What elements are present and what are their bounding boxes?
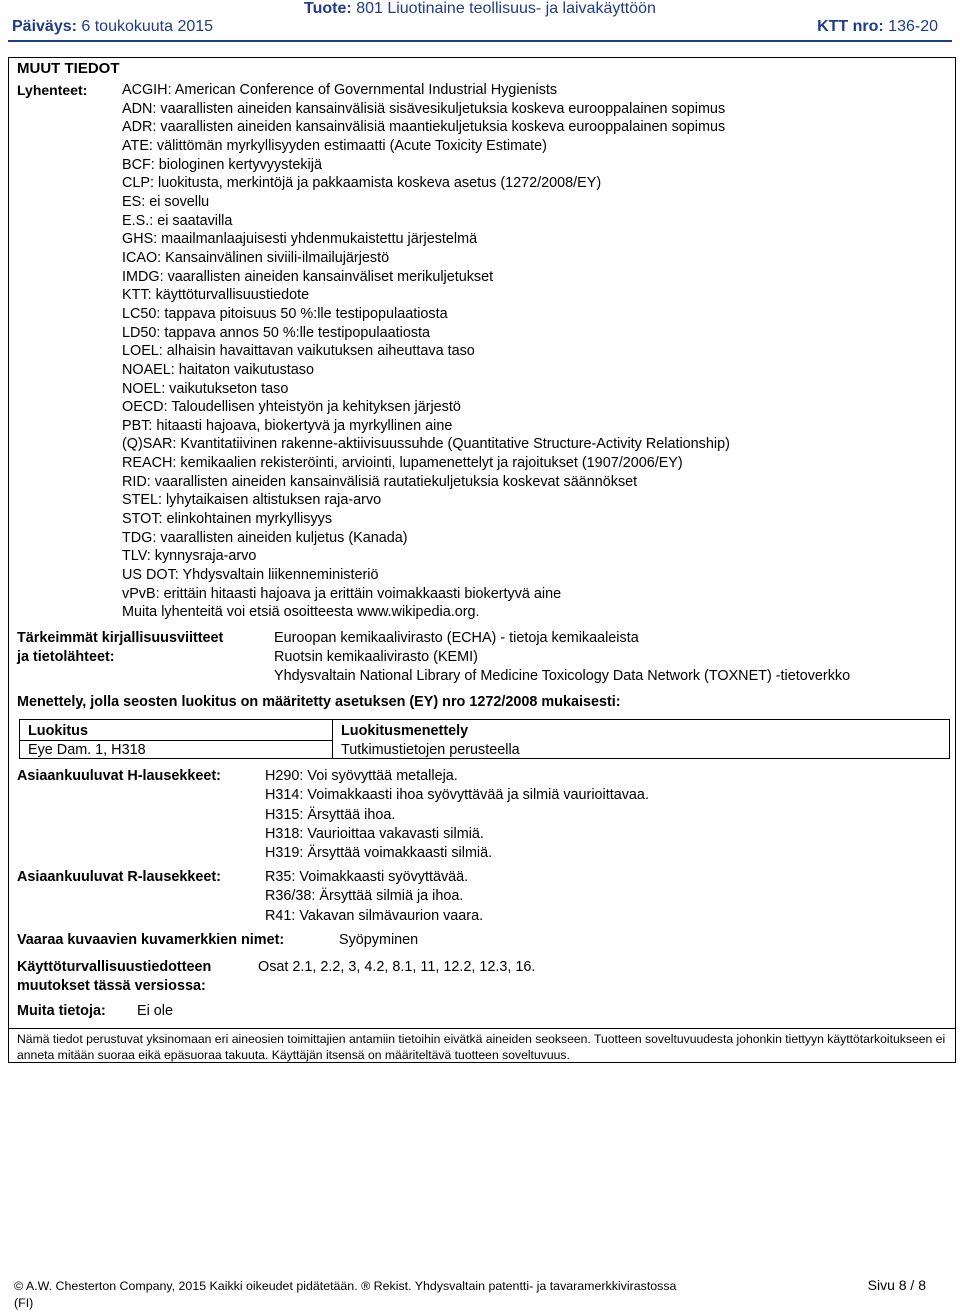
r-statements-label: Asiaankuuluvat R-lausekkeet:	[17, 869, 221, 885]
references-label-line1: Tärkeimmät kirjallisuusviitteet	[17, 630, 224, 646]
h-statement-item: H315: Ärsyttää ihoa.	[265, 806, 396, 823]
changes-label-line2: muutokset tässä versiossa:	[17, 978, 206, 994]
reference-item: Ruotsin kemikaalivirasto (KEMI)	[274, 648, 478, 665]
abbreviation-item: CLP: luokitusta, merkintöjä ja pakkaamista koskeva asetus (1272/2008/EY)	[122, 175, 602, 192]
classification-table	[19, 719, 950, 759]
product-label: Tuote:	[304, 0, 352, 17]
abbreviation-item: REACH: kemikaalien rekisteröinti, arviointi, lupamenettelyt ja rajoitukset (1907/2006/EY)	[122, 455, 683, 472]
abbreviation-item: STEL: lyhytaikaisen altistuksen raja-arvo	[122, 492, 382, 509]
abbreviation-item: NOEL: vaikutukseton taso	[122, 380, 289, 397]
abbreviation-item: KTT: käyttöturvallisuustiedote	[122, 287, 310, 304]
document-date	[12, 18, 213, 36]
pictograms-label: Vaaraa kuvaavien kuvamerkkien nimet:	[17, 932, 285, 948]
classification-value: Eye Dam. 1, H318	[28, 742, 146, 758]
abbreviation-item: US DOT: Yhdysvaltain liikenneministeriö	[122, 567, 379, 584]
header-divider	[8, 40, 952, 42]
abbreviation-item: ATE: välittömän myrkyllisyyden estimaatti (Acute Toxicity Estimate)	[122, 137, 547, 154]
other-info-value: Ei ole	[137, 1003, 173, 1019]
r-statements-list	[265, 868, 483, 926]
changes-label	[17, 958, 211, 996]
classification-header: Luokitus	[28, 723, 88, 739]
references-label-line2: ja tietolähteet:	[17, 649, 115, 665]
abbreviation-item: IMDG: vaarallisten aineiden kansainväliset merikuljetukset	[122, 268, 494, 285]
abbreviation-item: ADR: vaarallisten aineiden kansainvälisiä maantiekuljetuksia koskeva eurooppalainen sopimus	[122, 119, 726, 136]
footer-copyright	[14, 1278, 676, 1312]
abbreviation-item: PBT: hitaasti hajoava, biokertyvä ja myrkyllinen aine	[122, 417, 453, 434]
abbreviation-item: STOT: elinkohtainen myrkyllisyys	[122, 511, 333, 528]
abbreviation-item: ADN: vaarallisten aineiden kansainvälisiä sisävesikuljetuksia koskeva eurooppalainen sopimus	[122, 100, 726, 117]
product-title	[0, 0, 960, 18]
abbreviation-item: OECD: Taloudellisen yhteistyön ja kehityksen järjestö	[122, 399, 461, 416]
h-statement-item: H314: Voimakkaasti ihoa syövyttävää ja silmiä vaurioittavaa.	[265, 787, 649, 804]
disclaimer-text: Nämä tiedot perustuvat yksinomaan eri aineosien toimittajien antamiin tietoihin eivätkä aineiden seokseen. Tuotteen soveltuvuudesta johonkin tiettyyn käyttötarkoitukseen ei anneta mitään suoraa eikä epäsuoraa takuuta. Käyttäjän itsensä on määriteltävä tuotteen soveltuvuus.	[17, 1032, 946, 1062]
classification-procedure-header: Luokitusmenettely	[341, 723, 469, 739]
classification-procedure-value: Tutkimustietojen perusteella	[341, 742, 520, 758]
section-title: MUUT TIEDOT	[17, 60, 120, 77]
abbreviation-item: Muita lyhenteitä voi etsiä osoitteesta www.wikipedia.org.	[122, 604, 480, 621]
changes-value: Osat 2.1, 2.2, 3, 4.2, 8.1, 11, 12.2, 12.3, 16.	[258, 959, 536, 975]
references-list	[274, 629, 850, 685]
product-name: 801 Liuotinaine teollisuus- ja laivakäyttöön	[356, 0, 656, 17]
abbreviation-item: LD50: tappava annos 50 %:lle testipopulaatiosta	[122, 324, 431, 341]
abbreviation-item: RID: vaarallisten aineiden kansainvälisiä rautatiekuljetuksia koskevat säännökset	[122, 473, 638, 490]
h-statement-item: H319: Ärsyttää voimakkaasti silmiä.	[265, 845, 493, 862]
reference-item: Yhdysvaltain National Library of Medicine Toxicology Data Network (TOXNET) -tietoverkko	[274, 667, 851, 684]
abbreviation-item: (Q)SAR: Kvantitatiivinen rakenne-aktiivisuussuhde (Quantitative Structure-Activity Relationship)	[122, 436, 730, 453]
ktt-value: 136-20	[888, 18, 938, 35]
abbreviation-item: LC50: tappava pitoisuus 50 %:lle testipopulaatiosta	[122, 305, 448, 322]
table-column-divider	[332, 720, 333, 758]
abbreviations-label: Lyhenteet:	[17, 82, 88, 98]
abbreviation-item: vPvB: erittäin hitaasti hajoava ja erittäin voimakkaasti biokertyvä aine	[122, 585, 562, 602]
references-label	[17, 629, 223, 667]
pictograms-value: Syöpyminen	[339, 932, 419, 948]
date-label: Päiväys:	[12, 18, 77, 35]
r-statement-item: R41: Vakavan silmävaurion vaara.	[265, 907, 484, 924]
abbreviation-item: ICAO: Kansainvälinen siviili-ilmailujärjestö	[122, 249, 390, 266]
abbreviation-item: TLV: kynnysraja-arvo	[122, 548, 257, 565]
r-statement-item: R36/38: Ärsyttää silmiä ja ihoa.	[265, 888, 464, 905]
page-number: Sivu 8 / 8	[867, 1277, 926, 1293]
classification-method-title: Menettely, jolla seosten luokitus on määritetty asetuksen (EY) nro 1272/2008 mukaisesti:	[17, 694, 621, 710]
h-statement-item: H318: Vaurioittaa vakavasti silmiä.	[265, 825, 484, 842]
abbreviation-item: LOEL: alhaisin havaittavan vaikutuksen aiheuttava taso	[122, 343, 475, 360]
date-value: 6 toukokuuta 2015	[81, 18, 214, 35]
other-information-section	[8, 57, 956, 1063]
abbreviation-item: GHS: maailmanlaajuisesti yhdenmukaistettu järjestelmä	[122, 231, 478, 248]
h-statement-item: H290: Voi syövyttää metalleja.	[265, 768, 458, 784]
copyright-text: © A.W. Chesterton Company, 2015 Kaikki oikeudet pidätetään. ® Rekist. Yhdysvaltain patentti- ja tavaramerkkivirastossa	[14, 1279, 677, 1293]
abbreviation-item: TDG: vaarallisten aineiden kuljetus (Kanada)	[122, 529, 408, 546]
h-statements-label: Asiaankuuluvat H-lausekkeet:	[17, 768, 221, 784]
language-code: (FI)	[14, 1296, 34, 1310]
r-statement-item: R35: Voimakkaasti syövyttävää.	[265, 869, 469, 885]
page-header	[0, 0, 960, 44]
ktt-label: KTT nro:	[817, 18, 884, 35]
ktt-number	[817, 18, 938, 36]
disclaimer-divider	[9, 1028, 955, 1029]
abbreviation-item: ACGIH: American Conference of Governmental Industrial Hygienists	[122, 82, 558, 98]
abbreviations-list	[122, 81, 730, 622]
other-info-label: Muita tietoja:	[17, 1003, 106, 1019]
changes-label-line1: Käyttöturvallisuustiedotteen	[17, 959, 212, 975]
abbreviation-item: E.S.: ei saatavilla	[122, 212, 233, 229]
abbreviation-item: NOAEL: haitaton vaikutustaso	[122, 361, 314, 378]
table-row-divider	[20, 740, 332, 741]
abbreviation-item: BCF: biologinen kertyvyystekijä	[122, 156, 322, 173]
abbreviation-item: ES: ei sovellu	[122, 193, 210, 210]
h-statements-list	[265, 767, 649, 863]
reference-item: Euroopan kemikaalivirasto (ECHA) - tietoja kemikaaleista	[274, 630, 639, 646]
